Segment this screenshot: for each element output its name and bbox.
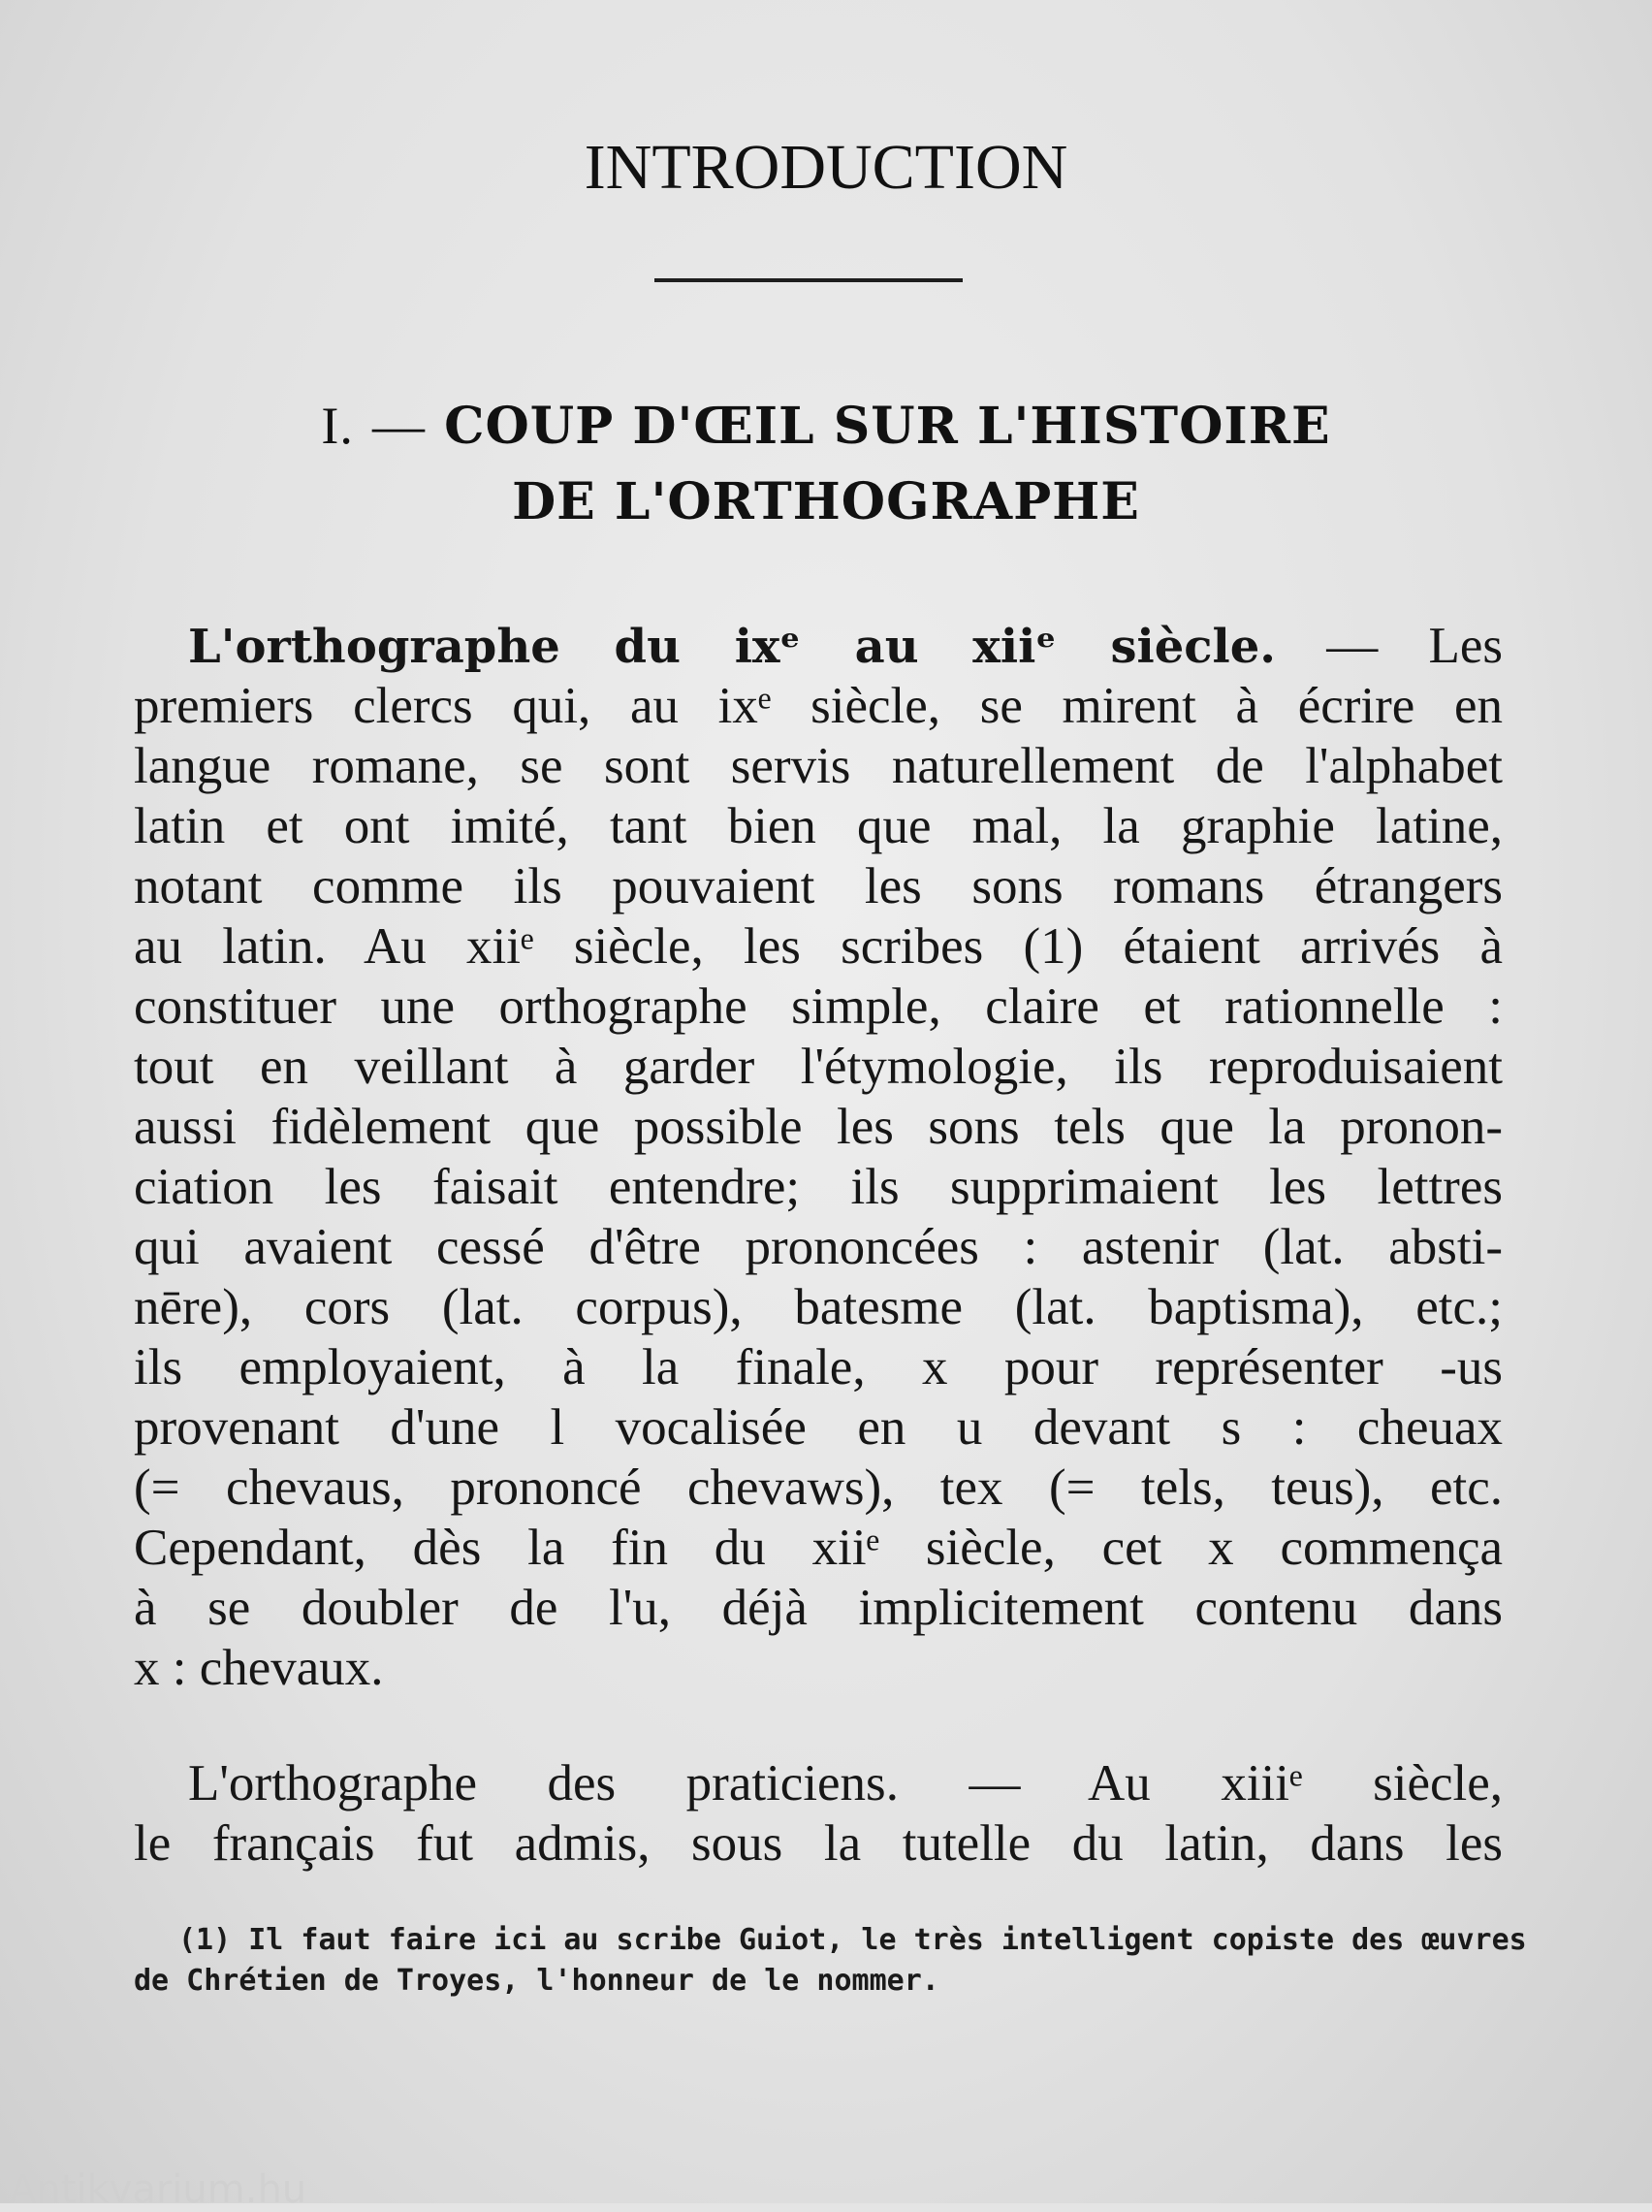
footnote-line: (1) Il faut faire ici au scribe Guiot, le très intelligent copiste des œuvres bbox=[178, 1923, 1527, 1957]
section-heading-line2: DE L'ORTHOGRAPHE bbox=[512, 472, 1140, 531]
paragraph-2 bbox=[134, 1753, 1503, 1874]
paragraph-line: au latin. Au xiiᵉ siècle, les scribes (1) étaient arrivés à bbox=[134, 918, 1503, 975]
section-heading-line1 bbox=[0, 388, 1652, 465]
paragraph-line: tout en veillant à garder l'étymologie, ils reproduisaient bbox=[134, 1039, 1503, 1095]
paragraph-line: langue romane, se sont servis naturellement de l'alphabet bbox=[134, 738, 1503, 794]
paragraph-line: ciation les faisait entendre; ils supprimaient les lettres bbox=[134, 1159, 1503, 1215]
paragraph-lead: L'orthographe du ixᵉ au xiiᵉ siècle. bbox=[188, 620, 1276, 674]
paragraph-line: notant comme ils pouvaient les sons romans étrangers bbox=[134, 858, 1503, 914]
paragraph-line: qui avaient cessé d'être prononcées : astenir (lat. absti- bbox=[134, 1219, 1503, 1275]
section-heading bbox=[0, 388, 1652, 540]
paragraph-line: Cependant, dès la fin du xiiᵉ siècle, cet x commença bbox=[134, 1520, 1503, 1576]
footnote-line: de Chrétien de Troyes, l'honneur de le nommer. bbox=[134, 1964, 939, 1998]
footnote bbox=[134, 1920, 1527, 2002]
paragraph-line: L'orthographe du ixᵉ au xiiᵉ siècle. — Les bbox=[188, 618, 1503, 674]
paragraph-line: ils employaient, à la finale, x pour représenter -us bbox=[134, 1339, 1503, 1395]
paragraph-line: aussi fidèlement que possible les sons tels que la pronon- bbox=[134, 1099, 1503, 1155]
paragraph-line: nēre), cors (lat. corpus), batesme (lat. baptisma), etc.; bbox=[134, 1279, 1503, 1335]
section-number: I. bbox=[321, 397, 354, 455]
page-title: INTRODUCTION bbox=[584, 132, 1068, 203]
section-heading-text: COUP D'ŒIL SUR L'HISTOIRE bbox=[444, 397, 1331, 456]
title-rule bbox=[654, 278, 963, 282]
paragraph-line: provenant d'une l vocalisée en u devant s : cheuax bbox=[134, 1399, 1503, 1456]
paragraph-line: (= chevaus, prononcé chevaws), tex (= tels, teus), etc. bbox=[134, 1459, 1503, 1516]
paragraph-line: à se doubler de l'u, déjà implicitement contenu dans bbox=[134, 1580, 1503, 1636]
paragraph-1 bbox=[134, 616, 1503, 1698]
paragraph-line: constituer une orthographe simple, claire et rationnelle : bbox=[134, 978, 1503, 1035]
paragraph-line: le français fut admis, sous la tutelle du latin, dans les bbox=[134, 1815, 1503, 1872]
paragraph-line: L'orthographe des praticiens. — Au xiiiᵉ siècle, bbox=[188, 1755, 1503, 1811]
paragraph-line: premiers clercs qui, au ixᵉ siècle, se mirent à écrire en bbox=[134, 678, 1503, 734]
section-dash: — bbox=[372, 397, 426, 455]
paragraph-line: latin et ont imité, tant bien que mal, la graphie latine, bbox=[134, 798, 1503, 854]
watermark: Antikvarium.hu bbox=[10, 2167, 307, 2212]
paragraph-line: x : chevaux. bbox=[134, 1640, 384, 1696]
